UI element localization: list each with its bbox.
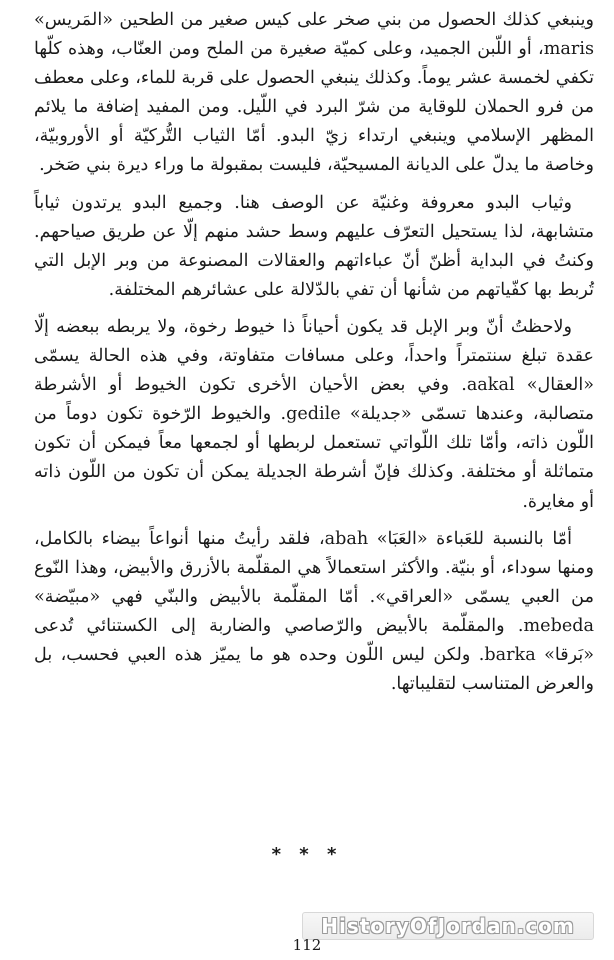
section-break-ornament: * * * [271, 844, 343, 865]
page-number: 112 [292, 936, 322, 954]
site-watermark: HistoryOfJordan.com [302, 912, 594, 940]
body-text [34, 6, 594, 707]
paragraph-3: ولاحظتُ أنّ وبر الإبل قد يكون أحياناً ذا خيوط رخوة، ولا يربطه ببعضه إلّا عقدة تبلغ سنتمتراً واحداً، وعلى مسافات متفاوتة، وفي هذه الحالة يسمّى «العقال» aakal. وفي بعض الأحيان الأخرى تكون الخيوط أو الأشرطة متصالبة، وعندها تسمّى «جديلة» gedile. والخيوط الرّخوة تكون دوماً من اللّون ذاته، وأمّا تلك اللّواتي تستعمل لربطها أو لجمعها معاً فيمكن أن تكون متماثلة أو مختلفة. وكذلك فإنّ أشرطة الجديلة يمكن أن تكون من اللّون ذاته أو مغايرة. [34, 316, 595, 512]
paragraph-2: وثياب البدو معروفة وغنيّة عن الوصف هنا. وجميع البدو يرتدون ثياباً متشابهة، لذا يستحيل التعرّف عليهم وسط حشد منهم إلّا عن طريق صياحهم. وكنتُ في البداية أظنّ أنّ عباءاتهم والعقالات المصنوعة من وبر الإبل التي تُربط بها كفّياتهم من شأنها أن تفي بالدّلالة على عشائرهم المختلفة. [34, 192, 594, 300]
paragraph-1: وينبغي كذلك الحصول من بني صخر على كيس صغير من الطحين «المَريس» maris، أو اللّبن الجميد، وعلى كميّة صغيرة من الملح ومن العنّاب، وهذه كلّها تكفي لخمسة عشر يوماً. وكذلك ينبغي الحصول على قربة للماء، وعلى معطف من فرو الحملان للوقاية من شرّ البرد في اللّيل. ومن المفيد إضافة ما يلائم المظهر الإسلامي وينبغي ارتداء زيّ البدو. أمّا الثياب التُّركيّة أو الأوروبيّة، وخاصة ما يدلّ على الديانة المسيحيّة، فليست بمقبولة ما وراء ديرة بني صَخر. [34, 10, 594, 176]
paragraph-4: أمّا بالنسبة للعَباءة «العَبَا» abah، فلقد رأيتُ منها أنواعاً بيضاء بالكامل، ومنها سوداء، أو بنيّة. والأكثر استعمالاً هي المقلّمة بالأزرق والأبيض، وهذا النّوع من العبي يسمّى «العراقي». أمّا المقلّمة بالأبيض والبنّي فهي «مبيّضة» mebeda. والمقلّمة بالأبيض والرّصاصي والضاربة إلى الكستنائي تُدعى «بَرقا» barka. ولكن ليس اللّون وحده هو ما يميّز هذه العبي فحسب، بل والعرض المتناسب لتقليباتها. [34, 528, 594, 695]
